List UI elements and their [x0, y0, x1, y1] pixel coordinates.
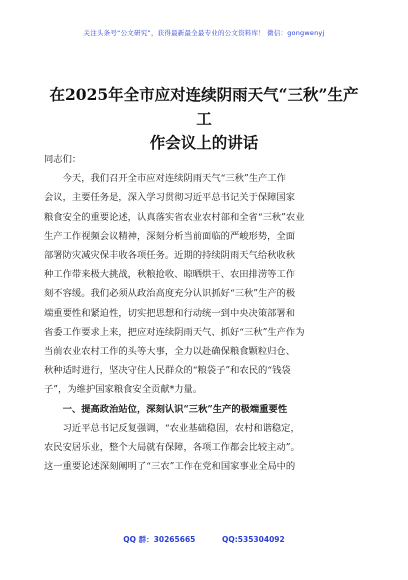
document-body	[44, 150, 364, 476]
paragraph-2	[44, 419, 364, 477]
promo-header: 关注头条号“公文研究”，获得最新最全最专业的公文资料库！ 微信：gongwenyj	[83, 29, 325, 37]
text-line: 端重要性和紧迫性，切实把思想和行动统一到中央决策部署和	[44, 307, 296, 319]
contact-footer	[0, 534, 408, 545]
text-line: 会议，主要任务是，深入学习贯彻习近平总书记关于保障国家	[44, 192, 296, 204]
paragraph-1	[44, 169, 364, 399]
text-line: 部署防灾减灾保丰收各项任务。近期的持续阴雨天气给秋收秋	[44, 250, 296, 262]
text-line: 秋种适时进行，坚决守住人民群众的“粮袋子”和农民的“钱袋	[44, 365, 291, 377]
text-line: 粮食安全的重要论述，认真落实省农业农村部和全省“三秋”农业	[44, 211, 305, 223]
text-line: 这一重要论述深刻阐明了“三农”工作在党和国家事业全局中的	[44, 461, 296, 473]
text-line: 省委工作要求上来，把应对连续阴雨天气、抓好“三秋”生产作为	[44, 326, 305, 338]
qq-number: QQ:535304092	[222, 535, 285, 544]
text-line: 当前农业农村工作的头等大事，全力以赴确保粮食颗粒归仓、	[44, 346, 296, 358]
text-line: 生产工作视频会议精神，深刻分析当前面临的严峻形势，全面	[44, 230, 296, 242]
document-title	[44, 83, 364, 155]
greeting: 同志们：	[44, 154, 82, 165]
text-line: 子”，为维护国家粮食安全贡献*力量。	[44, 384, 203, 396]
text-line: 刻不容缓。我们必须从政治高度充分认识抓好“三秋”生产的极	[44, 288, 296, 300]
text-line: 农民安居乐业，整个大局就有保障，各项工作都会比较主动”。	[44, 442, 300, 454]
title-line-1: 在2025年全市应对连续阴雨天气“三秋”生产工	[49, 85, 359, 128]
text-line: 今天，我们召开全市应对连续阴雨天气“三秋”生产工作	[62, 173, 286, 185]
qq-group: QQ 群：30265665	[123, 535, 196, 544]
title-line-2: 作会议上的讲话	[149, 133, 259, 152]
section-heading-1: 一、提高政治站位，深刻认识“三秋”生产的极端重要性	[62, 403, 288, 415]
text-line: 种工作带来极大挑战，秋粮抢收、晾晒烘干、农田排涝等工作	[44, 269, 296, 281]
text-line: 习近平总书记反复强调，“农业基础稳固，农村和谐稳定，	[62, 422, 300, 434]
